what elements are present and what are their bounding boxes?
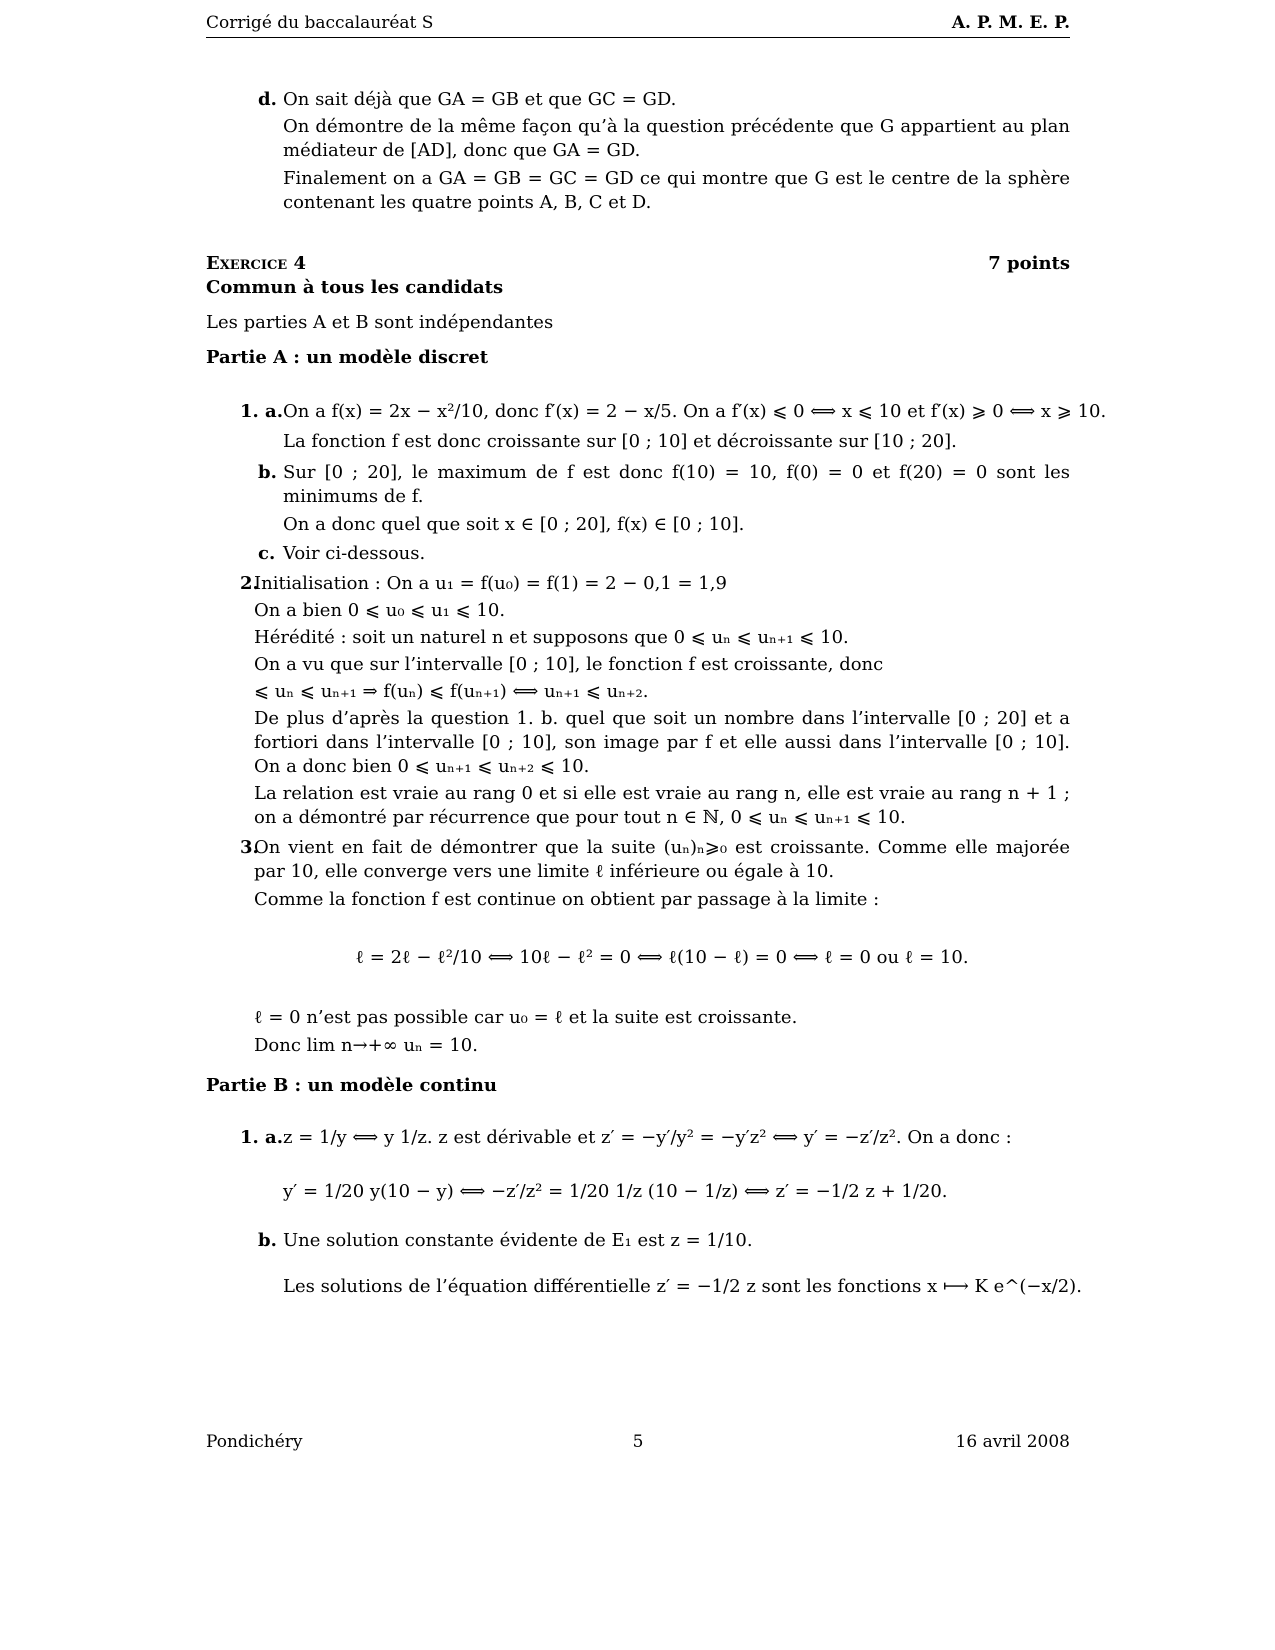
partB-q1b-line1: Une solution constante évidente de E₁ est z = 1/10. bbox=[283, 1230, 753, 1251]
partB-q1a-line2: y′ = 1/20 y(10 − y) ⟺ −z′/z² = 1/20 1/z (10 − 1/z) ⟺ z′ = −1/2 z + 1/20. bbox=[283, 1181, 948, 1202]
partA-q3-line: Donc lim n→+∞ uₙ = 10. bbox=[254, 1035, 478, 1056]
partA-q2-label: 2. bbox=[240, 573, 259, 594]
partA-q1c: Voir ci-dessous. bbox=[283, 543, 426, 564]
partA-title: Partie A : un modèle discret bbox=[206, 347, 489, 368]
part-d-line: Finalement on a GA = GB = GC = GD ce qui montre que G est le centre de la sphère contenant les quatre points A, B, C et D. bbox=[283, 168, 1070, 213]
footer-right: 16 avril 2008 bbox=[955, 1432, 1070, 1452]
partA-q1b-line1: Sur [0 ; 20], le maximum de f est donc f(10) = 10, f(0) = 0 et f(20) = 0 sont les minimums de f. bbox=[283, 462, 1070, 507]
partA-q2-line: ⩽ uₙ ⩽ uₙ₊₁ ⇒ f(uₙ) ⩽ f(uₙ₊₁) ⟺ uₙ₊₁ ⩽ uₙ₊₂. bbox=[254, 681, 649, 702]
partB-q1a-label: 1. a. bbox=[240, 1127, 283, 1148]
partA-q2-line: De plus d’après la question 1. b. quel que soit un nombre dans l’intervalle [0 ; 20] et a fortiori dans l’intervalle [0 ; 10], son image par f et elle aussi dans l’intervalle [0 ; 10]. On a donc bien 0 ⩽ uₙ₊₁ ⩽ uₙ₊₂ ⩽ 10. bbox=[254, 708, 1070, 777]
page-header bbox=[206, 11, 1070, 38]
header-right: A. P. M. E. P. bbox=[951, 13, 1070, 33]
exercise-title: Exercice 4 bbox=[206, 253, 306, 274]
footer-page-number: 5 bbox=[632, 1432, 644, 1452]
partA-q2-line: On a bien 0 ⩽ u₀ ⩽ u₁ ⩽ 10. bbox=[254, 600, 506, 621]
partA-q1b-label: b. bbox=[258, 462, 277, 483]
partA-q3-line: ℓ = 0 n’est pas possible car u₀ = ℓ et la suite est croissante. bbox=[254, 1007, 798, 1028]
footer-left: Pondichéry bbox=[206, 1432, 303, 1452]
partA-q1b-line2: On a donc quel que soit x ∈ [0 ; 20], f(x) ∈ [0 ; 10]. bbox=[283, 514, 745, 535]
partA-q2-line: La relation est vraie au rang 0 et si elle est vraie au rang n, elle est vraie au rang n + 1 ; on a démontré par récurrence que pour tout n ∈ ℕ, 0 ⩽ uₙ ⩽ uₙ₊₁ ⩽ 10. bbox=[254, 783, 1070, 828]
partA-q1a-line1: On a f(x) = 2x − x²/10, donc f′(x) = 2 − x/5. On a f′(x) ⩽ 0 ⟺ x ⩽ 10 et f′(x) ⩾ 0 ⟺ x ⩾ 10. bbox=[283, 401, 1107, 422]
part-d-line: On démontre de la même façon qu’à la question précédente que G appartient au plan médiateur de [AD], donc que GA = GD. bbox=[283, 116, 1070, 161]
exercise-points: 7 points bbox=[988, 253, 1070, 274]
exercise-subtitle: Commun à tous les candidats bbox=[206, 277, 504, 298]
page bbox=[206, 0, 1107, 1650]
partA-q1c-label: c. bbox=[258, 543, 276, 564]
item-label-d: d. bbox=[258, 89, 277, 110]
partA-q1b bbox=[283, 461, 1070, 537]
partB-q1a bbox=[283, 1126, 1070, 1204]
partB-q1b bbox=[283, 1229, 1082, 1299]
partA-q3-label: 3. bbox=[240, 837, 259, 858]
partA-q2 bbox=[254, 572, 1070, 830]
partB-title: Partie B : un modèle continu bbox=[206, 1075, 497, 1096]
partB-q1b-line2: Les solutions de l’équation différentielle z′ = −1/2 z sont les fonctions x ⟼ K e^(−x/2). bbox=[283, 1276, 1082, 1297]
partA-q1a bbox=[283, 400, 1107, 454]
partA-q3-equation: ℓ = 2ℓ − ℓ²/10 ⟺ 10ℓ − ℓ² = 0 ⟺ ℓ(10 − ℓ) = 0 ⟺ ℓ = 0 ou ℓ = 10. bbox=[355, 947, 969, 968]
partA-q3-line: Comme la fonction f est continue on obtient par passage à la limite : bbox=[254, 889, 880, 910]
partB-q1a-line1: z = 1/y ⟺ y 1/z. z est dérivable et z′ = −y′/y² = −y′z² ⟺ y′ = −z′/z². On a donc : bbox=[283, 1127, 1012, 1148]
partA-q1a-label: 1. a. bbox=[240, 401, 283, 422]
partA-q1a-line2: La fonction f est donc croissante sur [0 ; 10] et décroissante sur [10 ; 20]. bbox=[283, 431, 957, 452]
partB-q1b-label: b. bbox=[258, 1230, 277, 1251]
partA-q2-line: Initialisation : On a u₁ = f(u₀) = f(1) = 2 − 0,1 = 1,9 bbox=[254, 573, 727, 594]
exercise-intro: Les parties A et B sont indépendantes bbox=[206, 312, 554, 333]
partA-q3 bbox=[254, 836, 1070, 1058]
part-d-line: On sait déjà que GA = GB et que GC = GD. bbox=[283, 89, 677, 110]
page-footer bbox=[206, 1430, 1070, 1454]
part-d-block bbox=[283, 88, 1070, 215]
partA-q3-line: On vient en fait de démontrer que la suite (uₙ)ₙ⩾₀ est croissante. Comme elle majorée par 10, elle converge vers une limite ℓ inférieure ou égale à 10. bbox=[254, 837, 1070, 882]
partA-q2-line: On a vu que sur l’intervalle [0 ; 10], le fonction f est croissante, donc bbox=[254, 654, 884, 675]
partA-q2-line: Hérédité : soit un naturel n et supposons que 0 ⩽ uₙ ⩽ uₙ₊₁ ⩽ 10. bbox=[254, 627, 849, 648]
header-left: Corrigé du baccalauréat S bbox=[206, 13, 434, 33]
